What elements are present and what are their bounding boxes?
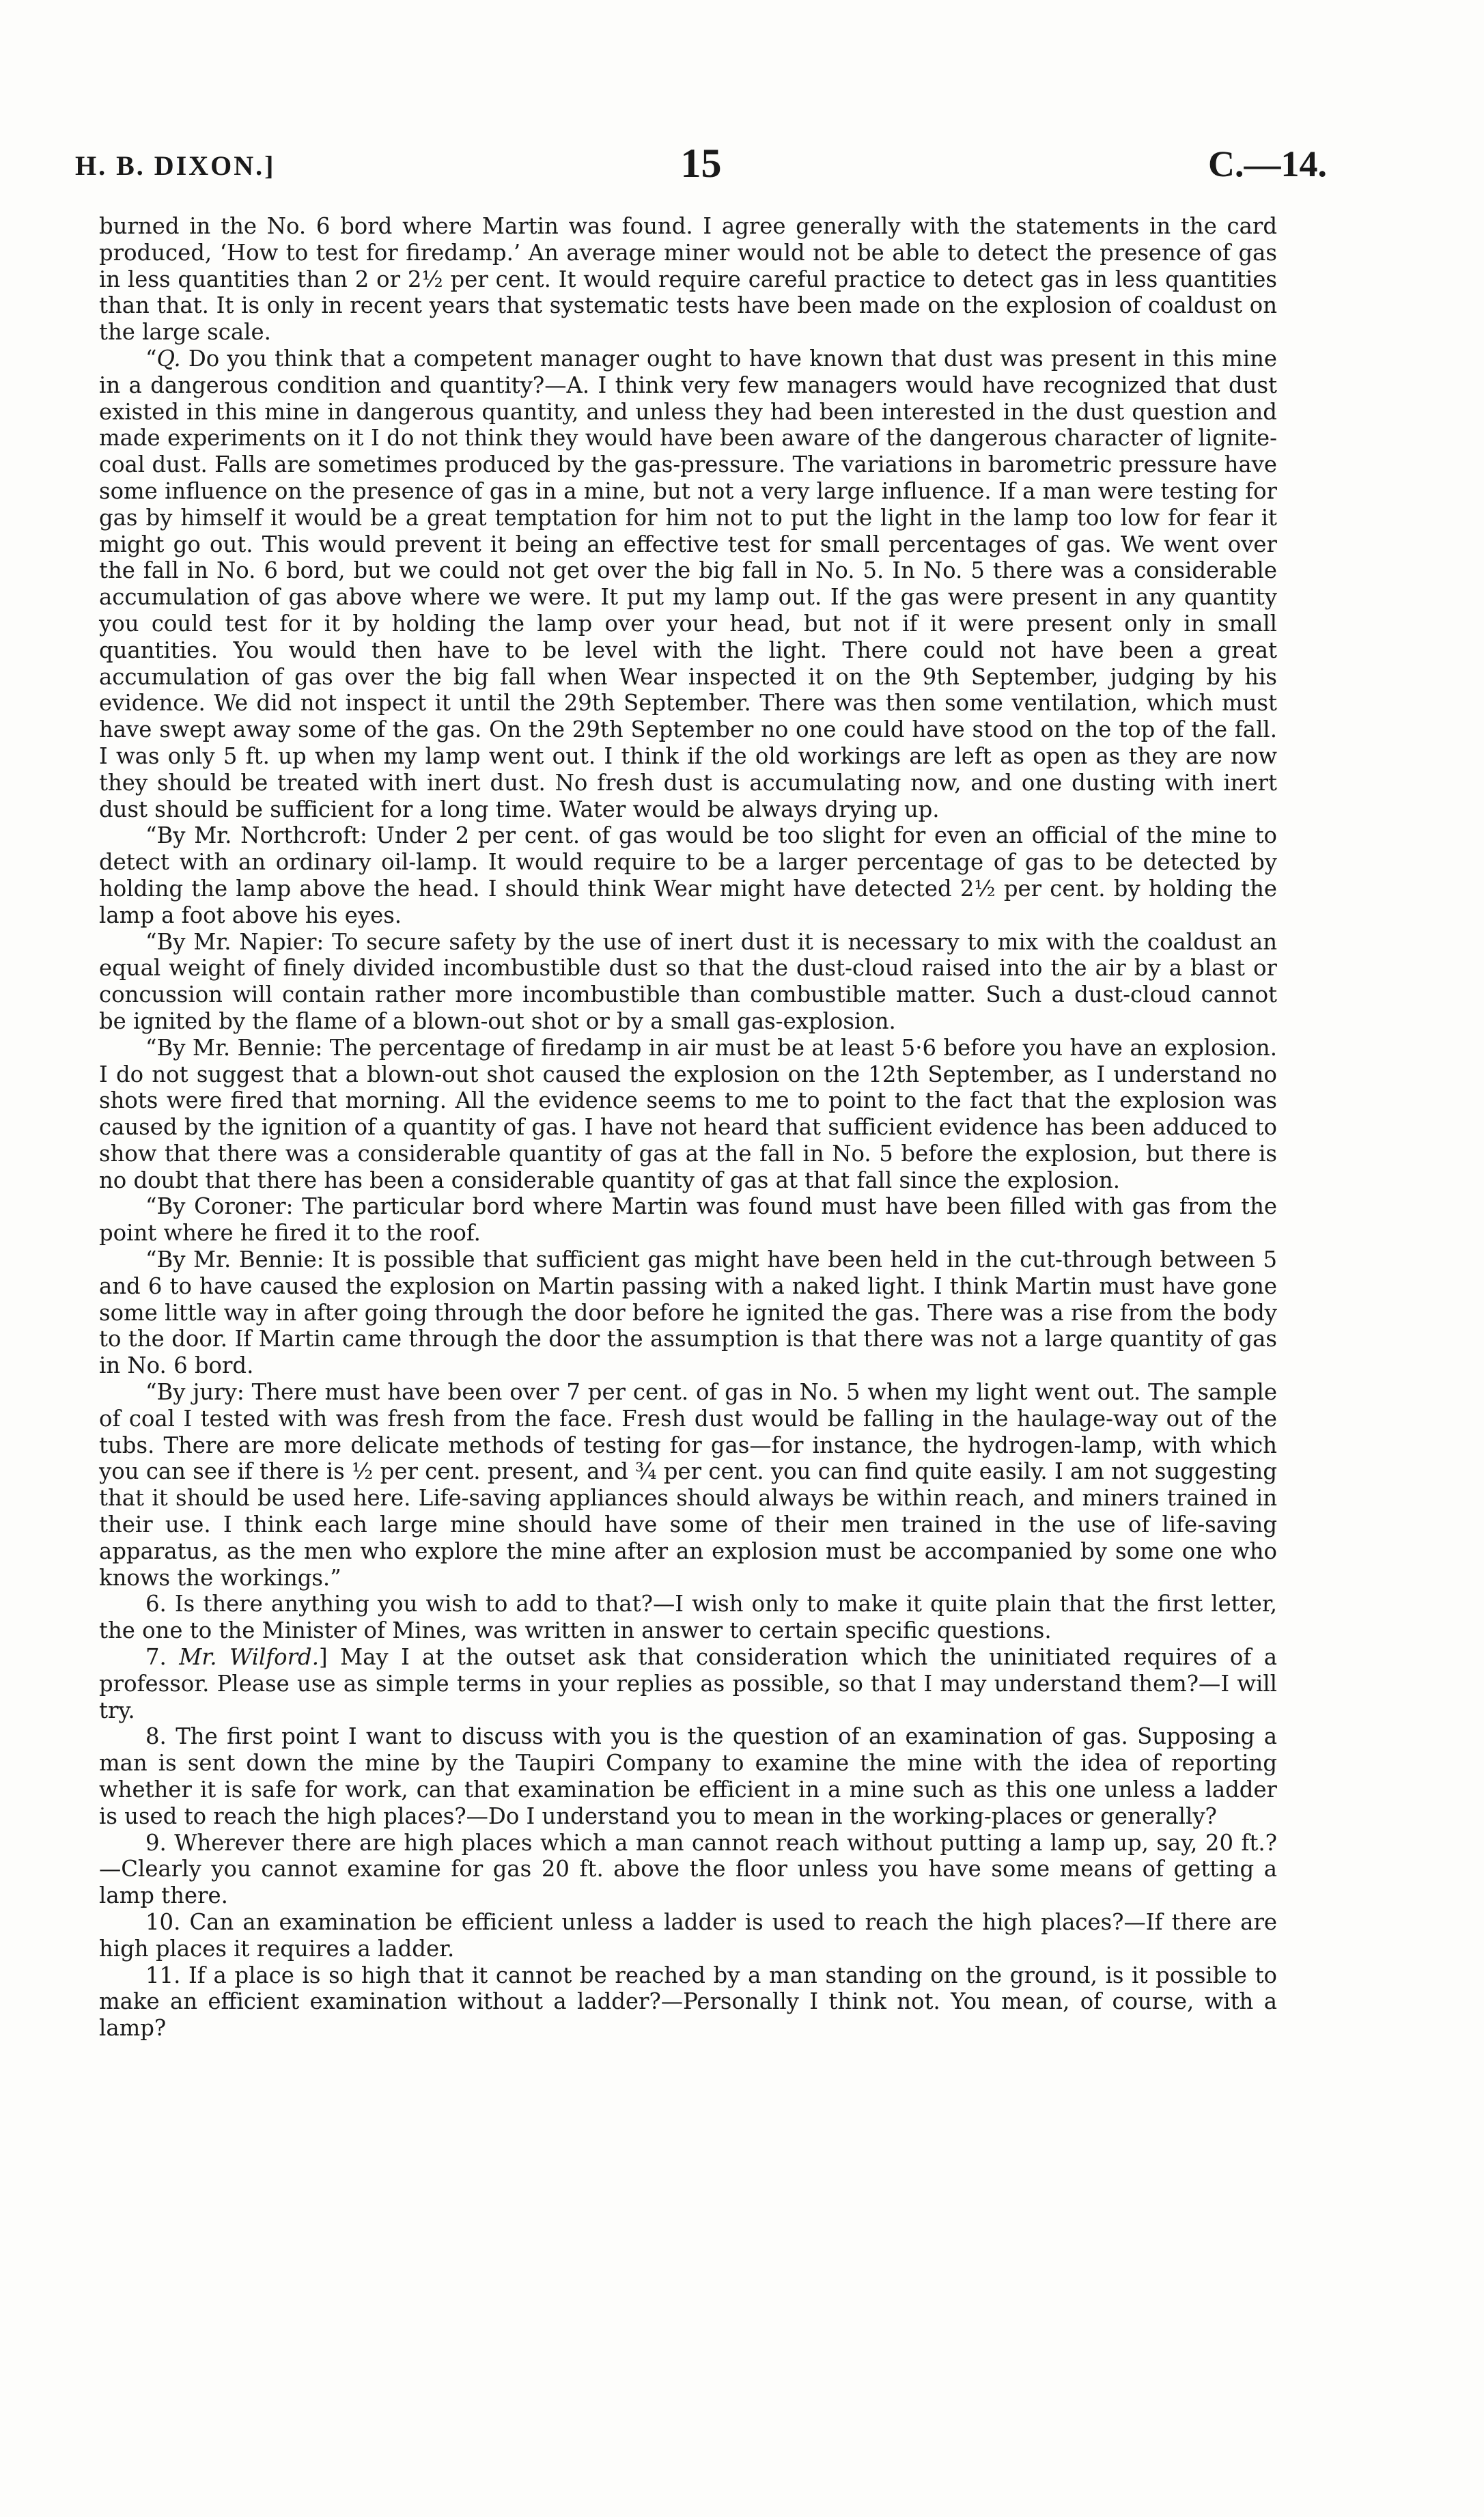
paragraph-1: burned in the No. 6 bord where Martin was found. I agree generally with the statements in the card produced, ‘How to test for firedamp.’ An average miner would not be able to detect the presence of gas in less quantities than 2 or 2½ per cent. It would require careful practice to detect gas in less quantities than that. It is only in recent years that systematic tests have been made on the explosion of coaldust on the large scale.: [99, 213, 1277, 346]
paragraph-5: “By Mr. Bennie: The percentage of firedamp in air must be at least 5·6 before you have an explosion. I do not suggest that a blown-out shot caused the explosion on the 12th September, as I understand no shots were fired that morning. All the evidence seems to me to point to the fact that the explosion was caused by the ignition of a quantity of gas. I have not heard that sufficient evidence has been adduced to show that there was a considerable quantity of gas at the fall in No. 5 before the explosion, but there is no doubt that there has been a considerable quantity of gas at that fall since the explosion.: [99, 1034, 1277, 1193]
paragraph-12: 9. Wherever there are high places which a man cannot reach without putting a lamp up, say, 20 ft.?—Clearly you cannot examine for gas 20 ft. above the floor unless you have some means of getting a lamp there.: [99, 1829, 1277, 1909]
paragraph-3: “By Mr. Northcroft: Under 2 per cent. of gas would be too slight for even an official of the mine to detect with an ordinary oil-lamp. It would require to be a larger percentage of gas to be detected by holding the lamp above the head. I should think Wear might have detected 2½ per cent. by holding the lamp a foot above his eyes.: [99, 822, 1277, 928]
document-body: [99, 213, 1277, 2042]
paragraph-13: 10. Can an examination be efficient unless a ladder is used to reach the high places?—If there are high places it requires a ladder.: [99, 1909, 1277, 1962]
paragraph-2: “Q. Do you think that a competent manager ought to have known that dust was present in this mine in a dangerous condition and quantity?—A. I think very few managers would have recognized that dust existed in this mine in dangerous quantity, and unless they had been interested in the dust question and made experiments on it I do not think they would have been aware of the dangerous character of lignite-coal dust. Falls are sometimes produced by the gas-pressure. The variations in barometric pressure have some influence on the presence of gas in a mine, but not a very large influence. If a man were testing for gas by himself it would be a great temptation for him not to put the light in the lamp too low for fear it might go out. This would prevent it being an effective test for small percentages of gas. We went over the fall in No. 6 bord, but we could not get over the big fall in No. 5. In No. 5 there was a considerable accumulation of gas above where we were. It put my lamp out. If the gas were present in any quantity you could test for it by holding the lamp over your head, but not if it were present only in small quantities. You would then have to be level with the light. There could not have been a great accumulation of gas over the big fall when Wear inspected it on the 9th September, judging by his evidence. We did not inspect it until the 29th September. There was then some ventilation, which must have swept away some of the gas. On the 29th September no one could have stood on the top of the fall. I was only 5 ft. up when my lamp went out. I think if the old workings are left as open as they are now they should be treated with inert dust. No fresh dust is accumulating now, and one dusting with inert dust should be sufficient for a long time. Water would be always drying up.: [99, 345, 1277, 822]
paragraph-8: “By jury: There must have been over 7 per cent. of gas in No. 5 when my light went out. The sample of coal I tested with was fresh from the face. Fresh dust would be falling in the haulage-way out of the tubs. There are more delicate methods of testing for gas—for instance, the hydrogen-lamp, with which you can see if there is ½ per cent. present, and ¾ per cent. you can find quite easily. I am not suggesting that it should be used here. Life-saving appliances should always be within reach, and miners trained in their use. I think each large mine should have some of their men trained in the use of life-saving apparatus, as the men who explore the mine after an explosion must be accompanied by some one who knows the workings.”: [99, 1379, 1277, 1591]
page-number: 15: [680, 141, 722, 186]
paragraph-10: 7. Mr. Wilford.] May I at the outset ask that consideration which the uninitiated requires of a professor. Please use as simple terms in your replies as possible, so that I may understand them?—I will try.: [99, 1644, 1277, 1723]
document-reference: C.—14.: [1208, 143, 1327, 184]
paragraph-11: 8. The first point I want to discuss with you is the question of an examination of gas. Supposing a man is sent down the mine by the Taupiri Company to examine the mine with the idea of reporting whether it is safe for work, can that examination be efficient in a mine such as this one unless a ladder is used to reach the high places?—Do I understand you to mean in the working-places or generally?: [99, 1723, 1277, 1829]
paragraph-6: “By Coroner: The particular bord where Martin was found must have been filled with gas from the point where he fired it to the roof.: [99, 1193, 1277, 1247]
speaker-name: Mr. Wilford.: [179, 1644, 320, 1671]
paragraph-4: “By Mr. Napier: To secure safety by the use of inert dust it is necessary to mix with the coaldust an equal weight of finely divided incombustible dust so that the dust-cloud raised into the air by a blast or concussion will contain rather more incombustible than combustible matter. Such a dust-cloud cannot be ignited by the flame of a blown-out shot or by a small gas-explosion.: [99, 928, 1277, 1034]
paragraph-9: 6. Is there anything you wish to add to that?—I wish only to make it quite plain that the first letter, the one to the Minister of Mines, was written in answer to certain specific questions.: [99, 1591, 1277, 1644]
header-author: H. B. DIXON.]: [75, 150, 276, 181]
paragraph-14: 11. If a place is so high that it cannot be reached by a man standing on the ground, is it possible to make an efficient examination without a ladder?—Personally I think not. You mean, of course, with a lamp?: [99, 1962, 1277, 2042]
page-header: [75, 140, 1327, 188]
paragraph-7: “By Mr. Bennie: It is possible that sufficient gas might have been held in the cut-through between 5 and 6 to have caused the explosion on Martin passing with a naked light. I think Martin must have gone some little way in after going through the door before he ignited the gas. There was a rise from the body to the door. If Martin came through the door the assumption is that there was not a large quantity of gas in No. 6 bord.: [99, 1247, 1277, 1379]
